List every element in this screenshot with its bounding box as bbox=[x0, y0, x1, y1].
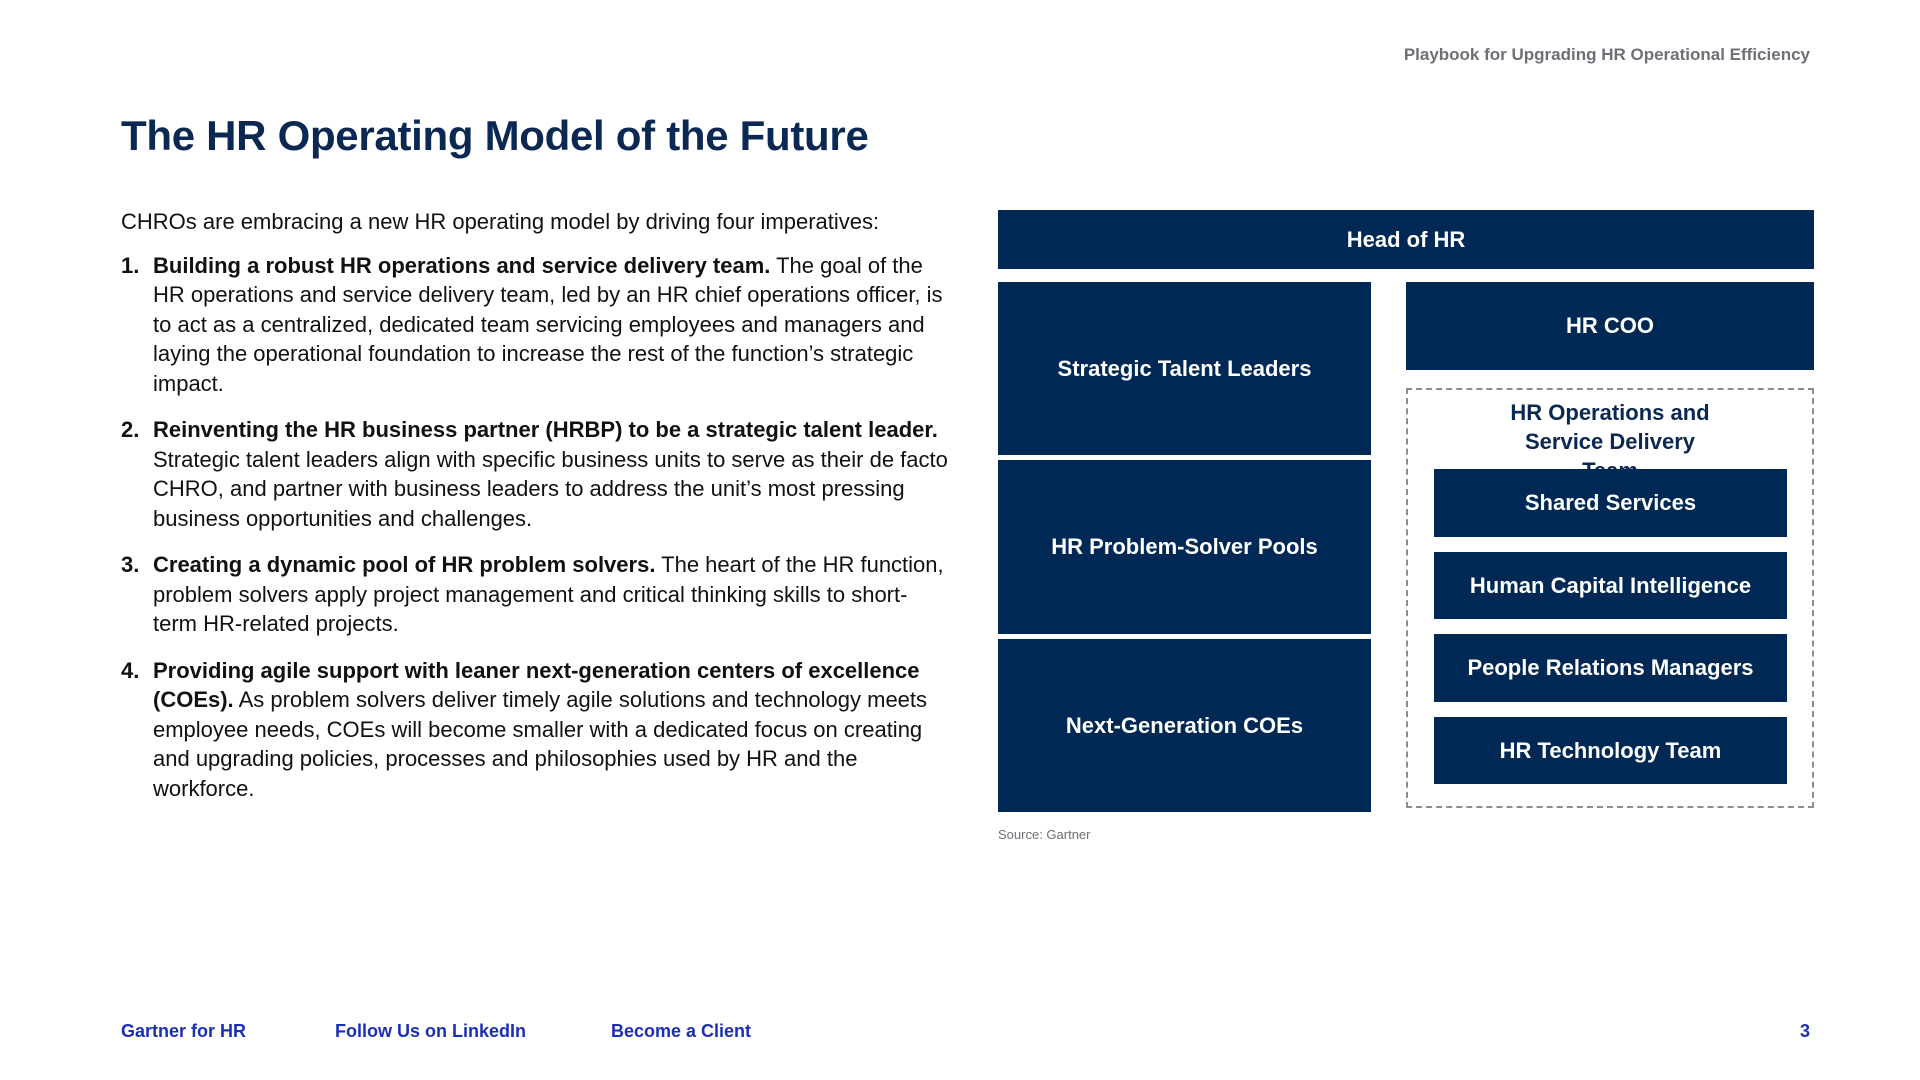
imperative-heading: Building a robust HR operations and service delivery team. bbox=[153, 252, 771, 278]
page-title: The HR Operating Model of the Future bbox=[121, 112, 869, 159]
imperative-heading: Reinventing the HR business partner (HRBP) to be a strategic talent leader. bbox=[153, 417, 938, 442]
hr-coo-box: HR COO bbox=[1406, 282, 1814, 370]
source-note: Source: Gartner bbox=[998, 827, 1091, 842]
head-of-hr-box: Head of HR bbox=[998, 210, 1814, 269]
imperative-heading: Creating a dynamic pool of HR problem solvers. bbox=[153, 552, 656, 577]
strategic-talent-leaders-box: Strategic Talent Leaders bbox=[998, 282, 1371, 455]
imperative-body: Strategic talent leaders align with specific business units to serve as their de facto CHRO, and partner with business leaders to address the unit’s most pressing business opportunities and challenges. bbox=[153, 446, 948, 531]
imperative-number: 3. bbox=[121, 552, 140, 577]
page-number: 3 bbox=[1799, 1021, 1810, 1041]
running-header: Playbook for Upgrading HR Operational Efficiency bbox=[1403, 45, 1810, 64]
human-capital-intelligence-box: Human Capital Intelligence bbox=[1434, 552, 1787, 619]
next-generation-coes-box: Next-Generation COEs bbox=[998, 639, 1371, 812]
hr-technology-team-box: HR Technology Team bbox=[1434, 717, 1787, 784]
imperative-item bbox=[121, 550, 951, 639]
imperative-heading: Providing agile support with leaner next-generation centers of excellence (COEs). bbox=[153, 657, 920, 712]
imperative-item bbox=[121, 251, 951, 399]
imperative-item bbox=[121, 656, 951, 804]
imperative-number: 4. bbox=[121, 657, 140, 683]
imperatives-list bbox=[121, 251, 951, 804]
body-text bbox=[121, 207, 951, 820]
imperative-body: As problem solvers deliver timely agile solutions and technology meets employee needs, COEs will become smaller with a dedicated focus on creating and upgrading policies, processes and philosophies used by HR and the workforce. bbox=[153, 687, 928, 801]
footer-link-become-client[interactable]: Become a Client bbox=[611, 1021, 752, 1041]
ops-team-title: HR Operations and Service Delivery bbox=[1510, 400, 1710, 454]
imperative-body: The heart of the HR function, problem solvers apply project management and critical thinking skills to short-term HR-related projects. bbox=[153, 552, 944, 636]
imperative-item bbox=[121, 415, 951, 533]
intro-text: CHROs are embracing a new HR operating model by driving four imperatives: bbox=[121, 209, 880, 234]
footer-link-linkedin[interactable]: Follow Us on LinkedIn bbox=[335, 1021, 526, 1041]
imperative-number: 2. bbox=[121, 417, 140, 442]
people-relations-managers-box: People Relations Managers bbox=[1434, 634, 1787, 702]
footer-link-gartner-for-hr[interactable]: Gartner for HR bbox=[121, 1021, 247, 1041]
hr-problem-solver-pools-box: HR Problem-Solver Pools bbox=[998, 460, 1371, 634]
imperative-number: 1. bbox=[121, 252, 140, 278]
imperative-body: The goal of the HR operations and service delivery team, led by an HR chief operations officer, is to act as a centralized, dedicated team servicing employees and managers and laying the operational foundation to increase the rest of the function’s strategic impact. bbox=[153, 252, 943, 396]
operating-model-diagram bbox=[998, 210, 1814, 850]
shared-services-box: Shared Services bbox=[1434, 469, 1787, 537]
